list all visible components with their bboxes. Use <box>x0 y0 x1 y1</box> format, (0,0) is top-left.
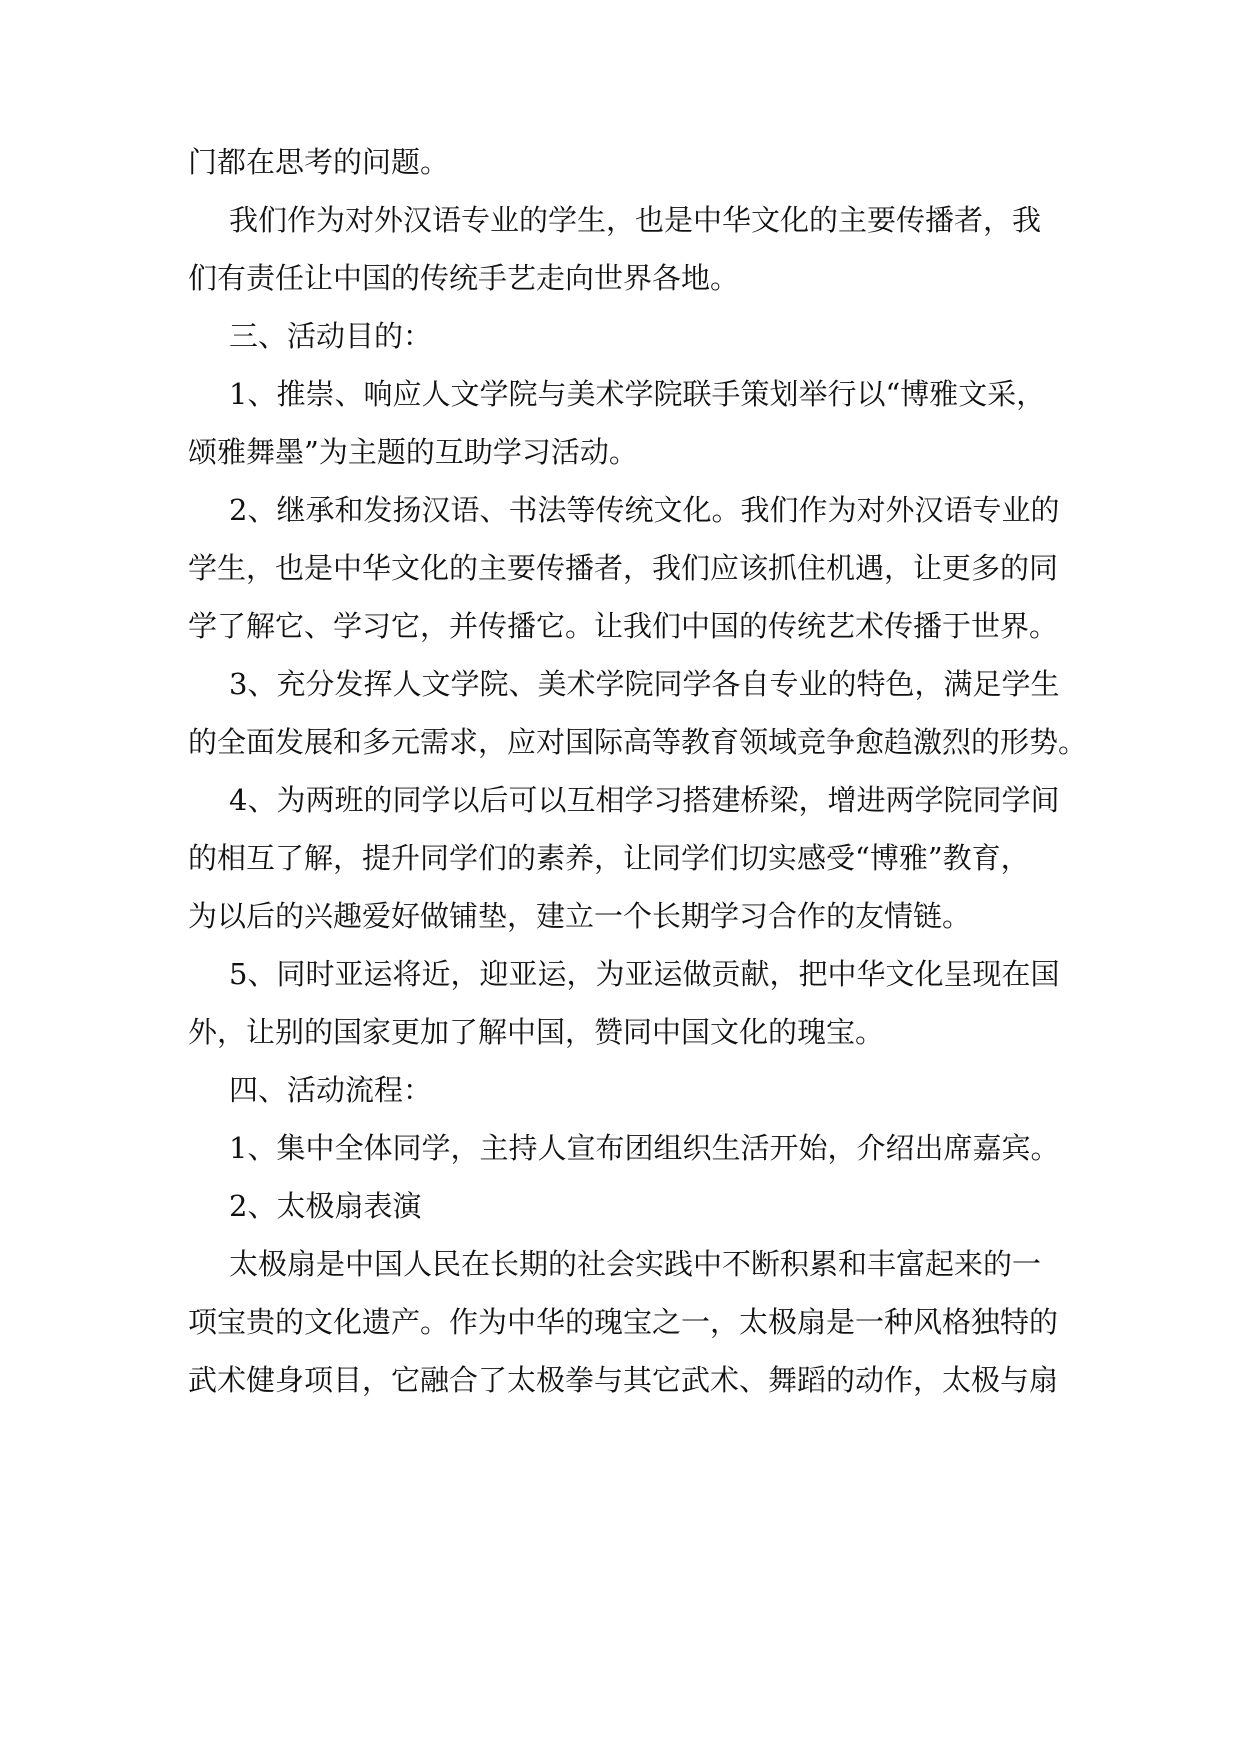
text-line: 1、推崇、响应人文学院与美术学院联手策划举行以“博雅文采， <box>229 377 1046 411</box>
text-line: 颂雅舞墨”为主题的互助学习活动。 <box>188 435 638 469</box>
section-heading: 四、活动流程： <box>229 1073 433 1107</box>
text-line: 的相互了解，提升同学们的素养，让同学们切实感受“博雅”教育， <box>188 841 1030 875</box>
text-line: 我们作为对外汉语专业的学生，也是中华文化的主要传播者，我 <box>229 203 1042 237</box>
text-line: 太极扇是中国人民在长期的社会实践中不断积累和丰富起来的一 <box>229 1247 1042 1281</box>
text-line: 学了解它、学习它，并传播它。让我们中国的传统艺术传播于世界。 <box>188 609 1059 643</box>
text-line: 门都在思考的问题。 <box>188 145 450 179</box>
text-line: 的全面发展和多元需求，应对国际高等教育领域竞争愈趋激烈的形势。 <box>188 725 1088 759</box>
text-line: 武术健身项目，它融合了太极拳与其它武术、舞蹈的动作，太极与扇 <box>188 1363 1059 1397</box>
section-heading: 三、活动目的： <box>229 319 433 353</box>
text-line: 项宝贵的文化遗产。作为中华的瑰宝之一，太极扇是一种风格独特的 <box>188 1305 1059 1339</box>
text-line: 4、为两班的同学以后可以互相学习搭建桥梁，增进两学院同学间 <box>229 783 1060 817</box>
text-line: 5、同时亚运将近，迎亚运，为亚运做贡献，把中华文化呈现在国 <box>229 957 1060 991</box>
text-line: 们有责任让中国的传统手艺走向世界各地。 <box>188 261 740 295</box>
text-line: 学生，也是中华文化的主要传播者，我们应该抓住机遇，让更多的同 <box>188 551 1059 585</box>
text-line: 2、继承和发扬汉语、书法等传统文化。我们作为对外汉语专业的 <box>229 493 1060 527</box>
text-line: 外，让别的国家更加了解中国，赞同中国文化的瑰宝。 <box>188 1015 885 1049</box>
text-line: 2、太极扇表演 <box>229 1189 422 1223</box>
text-line: 为以后的兴趣爱好做铺垫，建立一个长期学习合作的友情链。 <box>188 899 972 933</box>
text-line: 1、集中全体同学，主持人宣布团组织生活开始，介绍出席嘉宾。 <box>229 1131 1060 1165</box>
text-line: 3、充分发挥人文学院、美术学院同学各自专业的特色，满足学生 <box>229 667 1060 701</box>
